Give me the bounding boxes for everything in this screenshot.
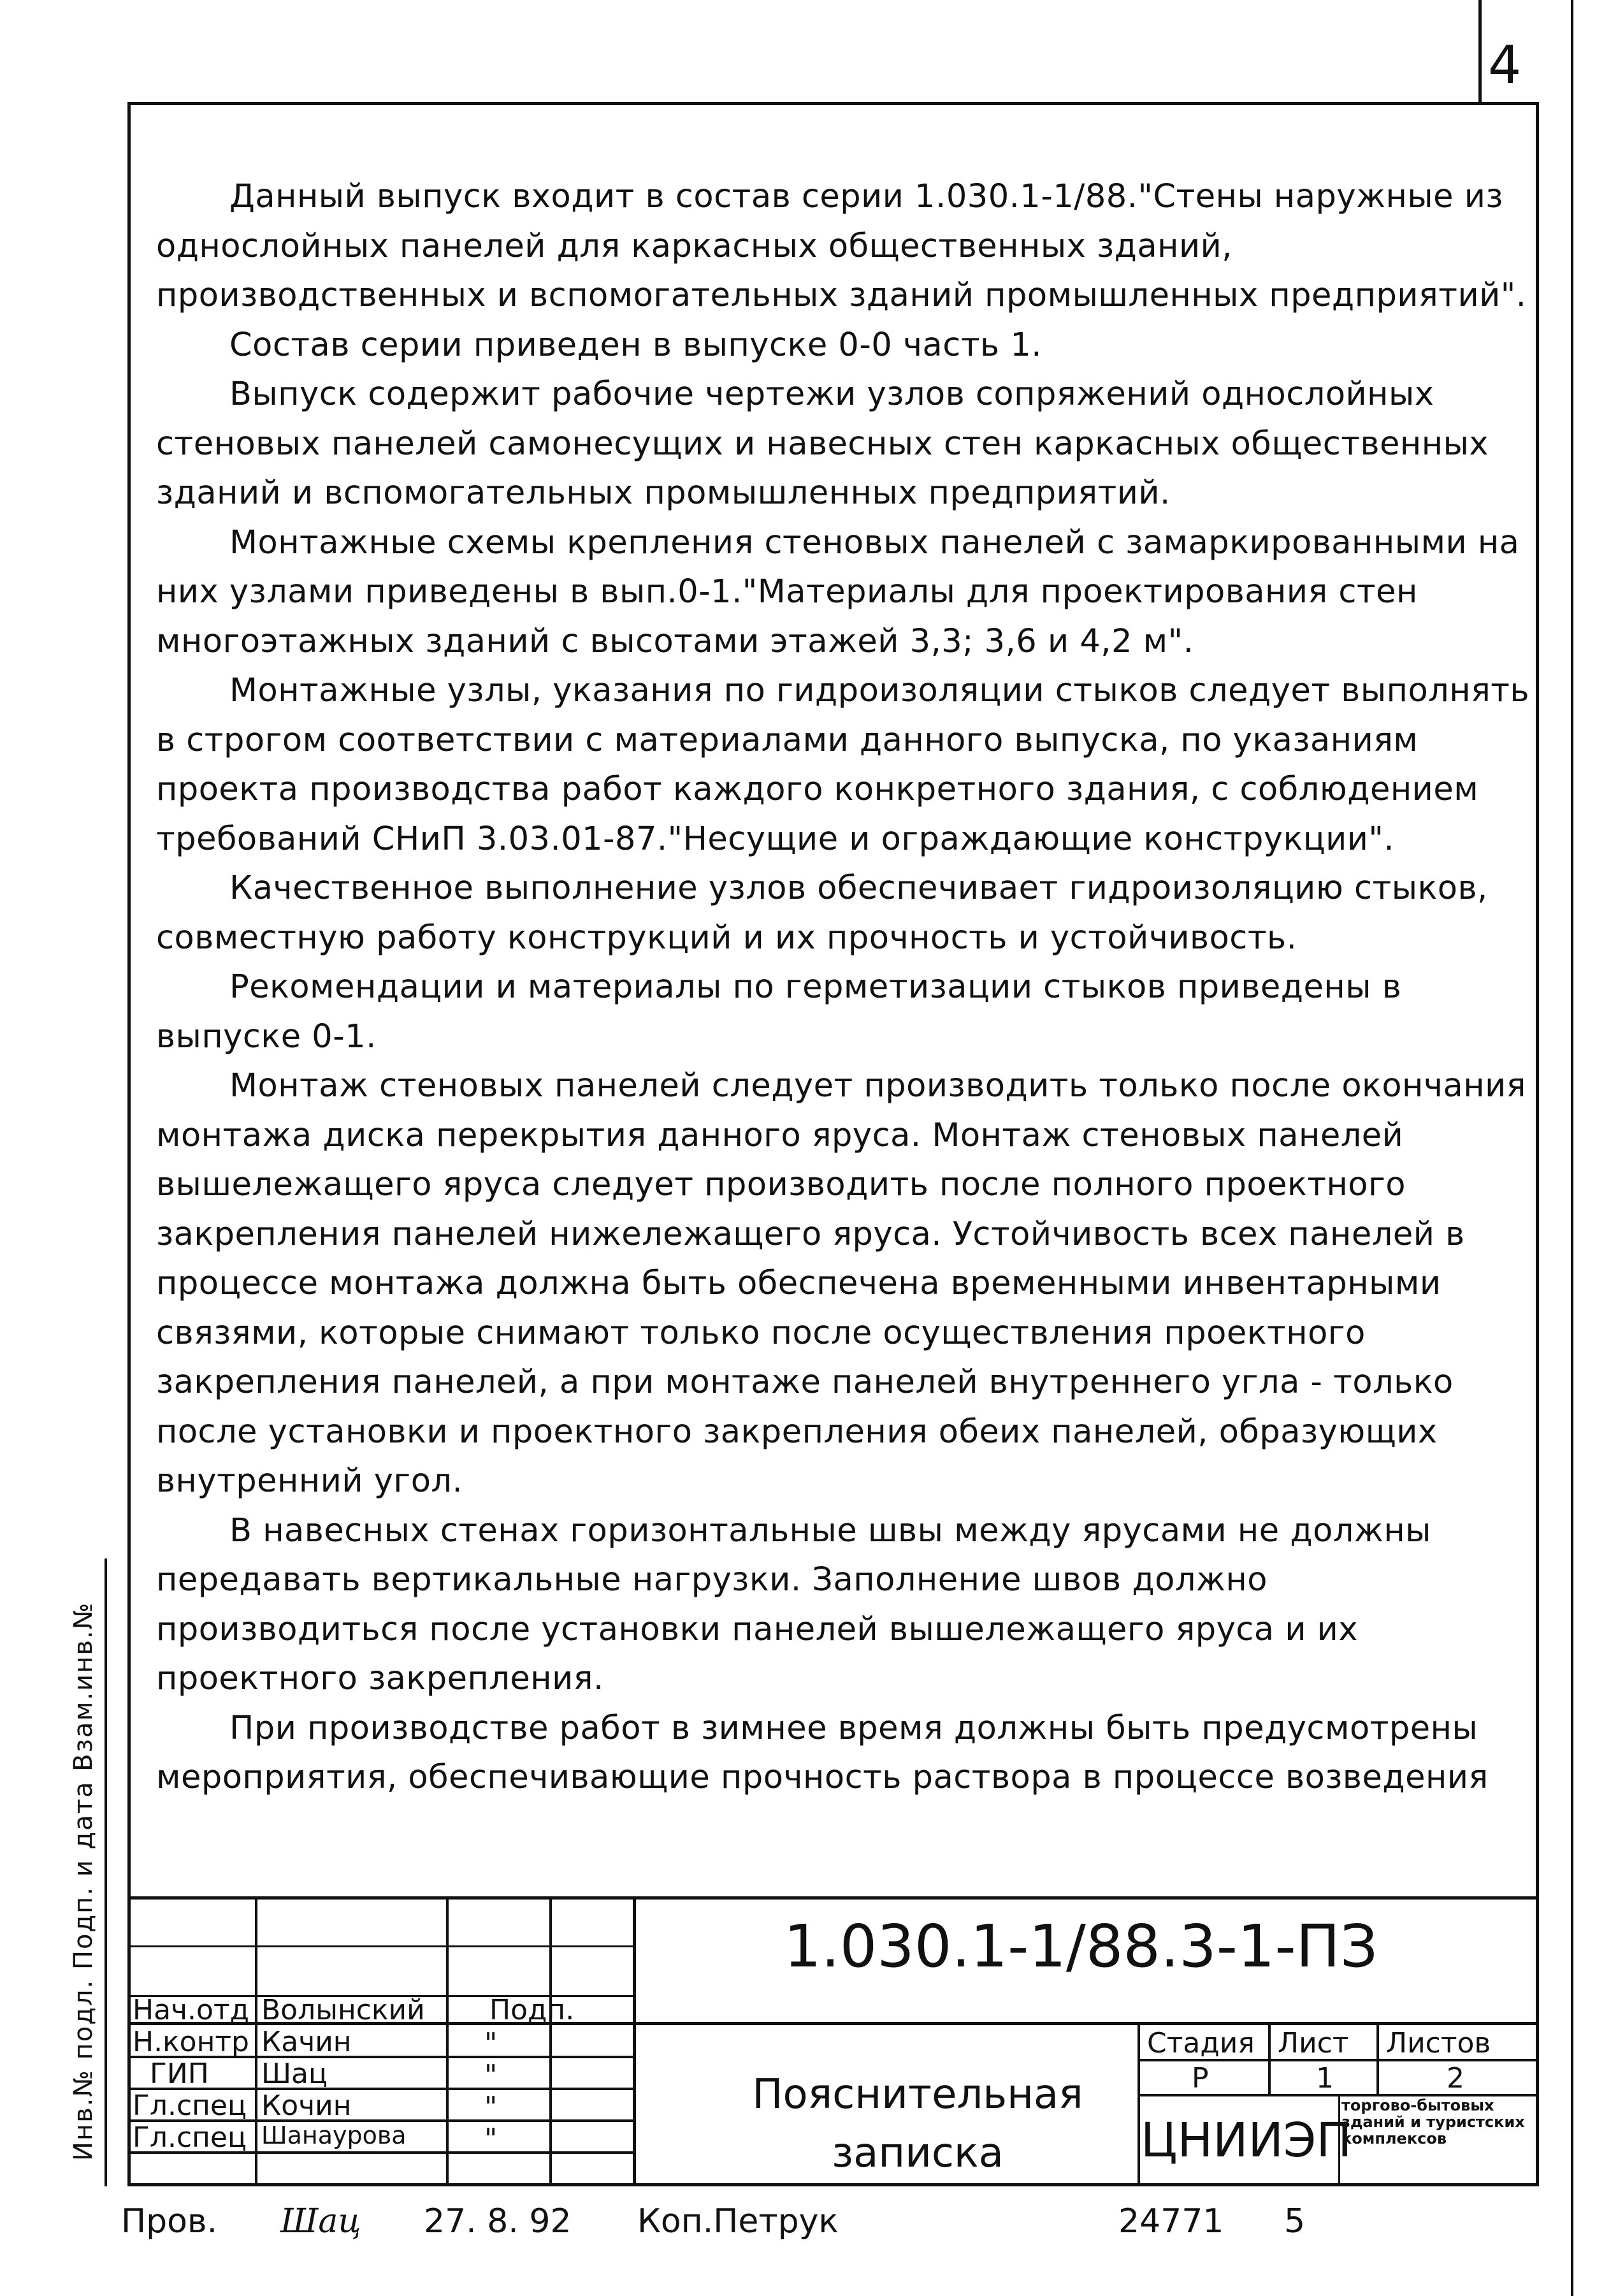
sheet-header: Лист [1278,2027,1349,2060]
paragraph: Монтажные узлы, указания по гидроизоляции стыков следует выполнять в строгом соответствии с материалами данного выпуска, по указаниям проекта производства работ каждого конкретного здания, с соблюдением требований СНиП 3.03.01-87."Несущие и ограждающие конструкции". [156,672,1530,858]
role-cell: Нач.отд [133,1994,250,2026]
role-cell: ГИП [150,2058,209,2090]
checked-label: Пров. [121,2202,218,2241]
document-title [726,2065,1109,2183]
archive-number: 24771 [1118,2202,1224,2241]
sign-cell: " [484,2091,498,2123]
stage-value: Р [1192,2062,1209,2095]
document-code: 1.030.1-1/88.3-1-ПЗ [784,1912,1378,1980]
paragraph: Рекомендации и материалы по герметизации стыков приведены в выпуске 0-1. [156,968,1402,1056]
sign-cell: " [484,2123,498,2155]
document-title-line: Пояснительная [752,2071,1083,2118]
role-cell: Н.контр [133,2026,249,2058]
sheets-header: Листов [1386,2027,1491,2060]
paragraph: В навесных стенах горизонтальные швы между ярусами не должны передавать вертикальные нагрузки. Заполнение швов должно производиться после установки панелей вышележащего яруса и их проектного закрепления. [156,1511,1431,1697]
name-cell: Волынский [261,1994,425,2026]
paragraph: Монтаж стеновых панелей следует производить только после окончания монтажа диска перекрытия данного яруса. Монтаж стеновых панелей вышележащего яруса следует производить после полного проектного закрепления панелей нижележащего яруса. Устойчивость всех панелей в процессе монтажа должна быть обеспечена временными инвентарными связями, которые снимают только после осуществления проектного закрепления панелей, а при монтаже панелей внутреннего угла - только после установки и проектного закрепления обеих панелей, образующих внутренний угол. [156,1067,1526,1500]
role-cell: Гл.спец [133,2089,247,2122]
explanatory-text [156,172,1536,1803]
name-cell: Шанаурова [261,2121,407,2149]
name-cell: Кочин [261,2089,352,2122]
paragraph: Монтажные схемы крепления стеновых панелей с замаркированными на них узлами приведены в вып.0-1."Материалы для проектирования стен многоэтажных зданий с высотами этажей 3,3; 3,6 и 4,2 м". [156,523,1520,660]
sheet-format: 5 [1284,2202,1306,2241]
right-edge-line [1571,0,1573,2296]
sign-cell: " [484,2027,498,2060]
stage-header: Стадия [1147,2027,1255,2060]
signature-col-header: Подп. [489,1994,575,2026]
paragraph: Состав серии приведен в выпуске 0-0 часть 1. [229,326,1042,364]
copied-by: Коп.Петрук [637,2202,839,2241]
name-cell: Шац [261,2058,328,2090]
role-cell: Гл.спец [133,2121,247,2154]
name-cell: Качин [261,2026,352,2058]
side-stamp-text: Инв.№ подл. Подп. и дата Взам.инв.№ [69,1601,98,2161]
paragraph: При производстве работ в зимнее время должны быть предусмотрены мероприятия, обеспечивающие прочность раствора в процессе возведения [156,1709,1489,1796]
document-title-line: записка [832,2130,1004,2177]
sheets-value: 2 [1447,2062,1464,2095]
sign-cell: " [484,2059,498,2091]
sheet-value: 1 [1316,2062,1334,2095]
organization-subtitle: торгово-бытовых зданий и туристских комплексов [1341,2096,1525,2147]
paragraph: Качественное выполнение узлов обеспечивает гидроизоляцию стыков, совместную работу конструкций и их прочность и устойчивость. [156,869,1488,957]
checked-signature: Шац [280,2202,361,2241]
page-number: 4 [1488,35,1522,96]
paragraph: Данный выпуск входит в состав серии 1.030.1-1/88."Стены наружные из однослойных панелей для каркасных общественных зданий, производственных и вспомогательных зданий промышленных предприятий". [156,178,1527,314]
check-date: 27. 8. 92 [424,2202,572,2241]
organization-name: ЦНИИЭП [1141,2113,1352,2168]
paragraph: Выпуск содержит рабочие чертежи узлов сопряжений однослойных стеновых панелей самонесущих и навесных стен каркасных общественных зданий и вспомогательных промышленных предприятий. [156,375,1489,512]
